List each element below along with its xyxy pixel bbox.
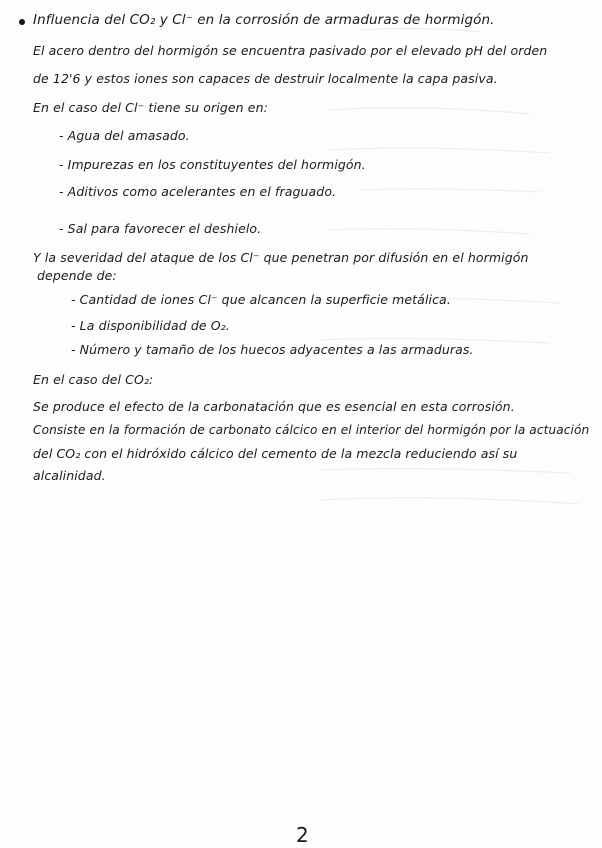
co2-line-4: alcalinidad. bbox=[33, 468, 106, 483]
co2-section-intro: En el caso del CO₂: bbox=[33, 372, 154, 387]
co2-line-1: Se produce el efecto de la carbonatación que es esencial en esta corrosión. bbox=[33, 399, 515, 414]
page-number: 2 bbox=[296, 823, 309, 847]
heading-bullet-dot bbox=[19, 19, 25, 25]
intro-line-2: de 12'6 y estos iones son capaces de destruir localmente la capa pasiva. bbox=[33, 71, 498, 86]
heading-line: Influencia del CO₂ y Cl⁻ en la corrosión de armaduras de hormigón. bbox=[33, 12, 495, 28]
cl-item-4: - Sal para favorecer el deshielo. bbox=[59, 221, 262, 236]
cl-item-3: - Aditivos como acelerantes en el fraguado. bbox=[59, 184, 337, 199]
co2-line-3: del CO₂ con el hidróxido cálcico del cemento de la mezcla reduciendo así su bbox=[33, 446, 518, 461]
cl-item-1: - Agua del amasado. bbox=[59, 128, 190, 143]
cl-section-intro: En el caso del Cl⁻ tiene su origen en: bbox=[33, 100, 268, 115]
cl-item-2: - Impurezas en los constituyentes del hormigón. bbox=[59, 157, 366, 172]
severity-intro-line-1: Y la severidad del ataque de los Cl⁻ que penetran por difusión en el hormigón bbox=[33, 250, 529, 265]
severity-item-2: - La disponibilidad de O₂. bbox=[71, 318, 230, 333]
co2-line-2: Consiste en la formación de carbonato cálcico en el interior del hormigón por la actuación bbox=[33, 422, 590, 437]
severity-item-3: - Número y tamaño de los huecos adyacentes a las armaduras. bbox=[71, 342, 474, 357]
intro-line-1: El acero dentro del hormigón se encuentra pasivado por el elevado pH del orden bbox=[33, 43, 548, 58]
severity-item-1: - Cantidad de iones Cl⁻ que alcancen la superficie metálica. bbox=[71, 292, 451, 307]
severity-intro-line-2: depende de: bbox=[37, 268, 117, 283]
